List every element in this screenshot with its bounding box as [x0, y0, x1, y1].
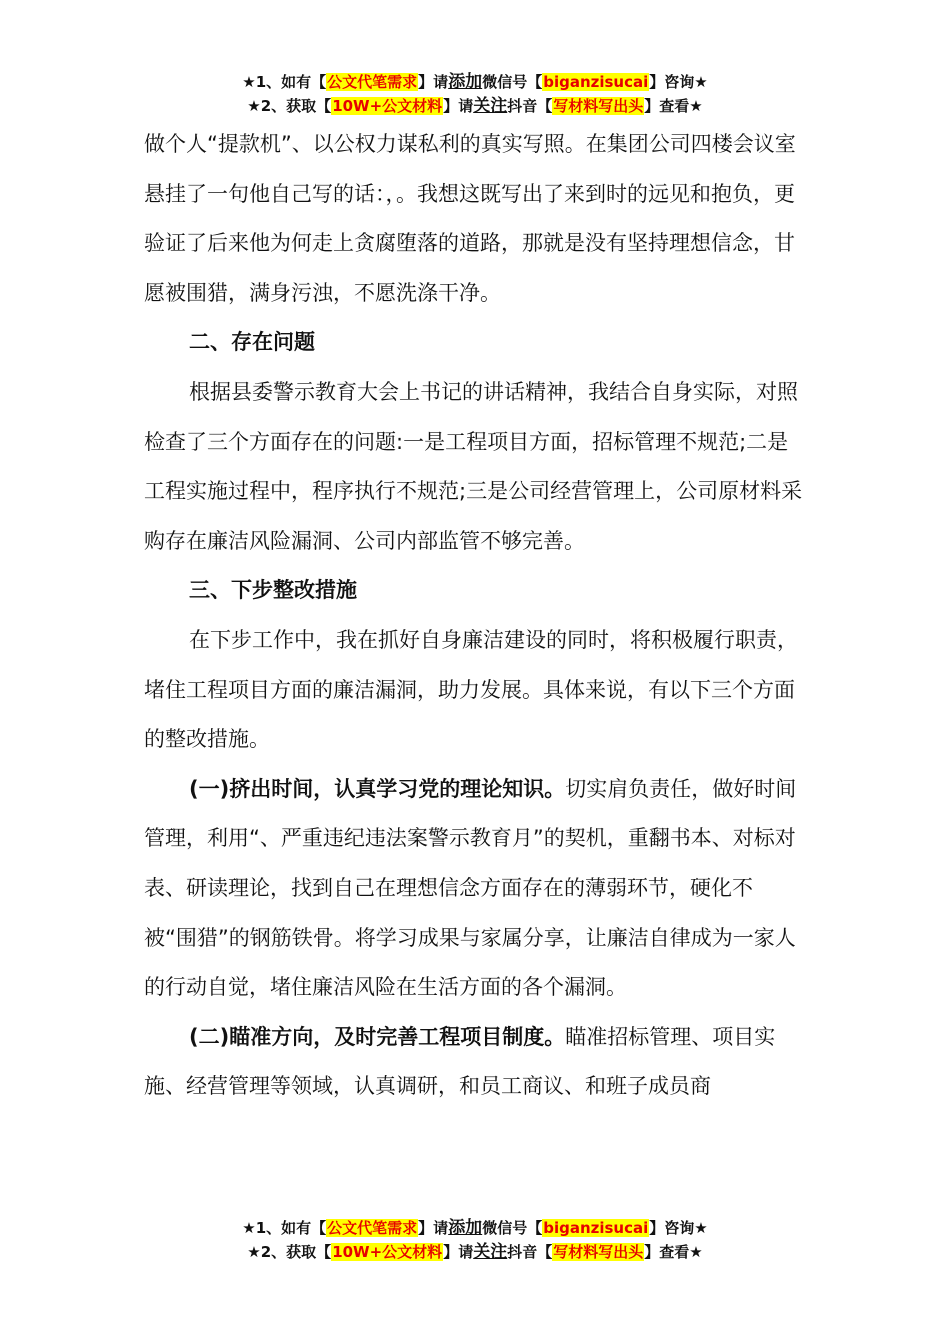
header-line-2-text-2: 抖音【: [507, 97, 553, 115]
footer-highlight-douyin: 写材料写出头: [553, 1243, 644, 1261]
header-highlight-materials: 10W+公文材料: [332, 97, 443, 115]
footer-line-2: [0, 1240, 950, 1264]
header-highlight-douyin: 写材料写出头: [553, 97, 644, 115]
footer-line-2-suffix: 】查看★: [644, 1243, 703, 1261]
header-line-2-text: 】请: [443, 97, 474, 115]
header-line-1-suffix: 】咨询★: [649, 73, 708, 91]
header-line-1: [0, 70, 950, 94]
header-emphasis-add: 添加: [448, 72, 483, 92]
paragraph-problems: 根据县委警示教育大会上书记的讲话精神，我结合自身实际，对照检查了三个方面存在的问题:一是工程项目方面，招标管理不规范;二是工程实施过程中，程序执行不规范;三是公司经营管理上，公司原材料采购存在廉洁风险漏洞、公司内部监管不够完善。: [144, 379, 803, 553]
footer-highlight-service: 公文代笔需求: [327, 1219, 418, 1237]
header-highlight-service: 公文代笔需求: [327, 73, 418, 91]
header-line-1-text-2: 微信号【: [482, 73, 543, 91]
footer-line-1-prefix: ★1、如有【: [242, 1219, 327, 1237]
footer-line-2-text-2: 抖音【: [507, 1243, 553, 1261]
paragraph-measures: 在下步工作中，我在抓好自身廉洁建设的同时，将积极履行职责，堵住工程项目方面的廉洁漏洞，助力发展。具体来说，有以下三个方面的整改措施。: [144, 627, 798, 752]
header-banner: [0, 70, 950, 118]
paragraph-item-2: [144, 1013, 804, 1112]
header-line-1-prefix: ★1、如有【: [242, 73, 327, 91]
section-heading-measures: 三、下步整改措施: [189, 578, 357, 603]
header-line-2-prefix: ★2、获取【: [247, 97, 332, 115]
item-1-text: 切实肩负责任，做好时间管理，利用“、严重违纪违法案警示教育月”的契机，重翻书本、对标对表、研读理论，找到自己在理想信念方面存在的薄弱环节，硬化不被“围猎”的钢筋铁骨。将学习成果与家属分享，让廉洁自律成为一家人的行动自觉，堵住廉洁风险在生活方面的各个漏洞。: [144, 776, 797, 1000]
footer-banner: [0, 1216, 950, 1264]
item-2-text: 瞄准招标管理、项目实施、经营管理等领域，认真调研，和员工商议、和班子成员商: [144, 1024, 776, 1099]
footer-emphasis-add: 添加: [448, 1218, 483, 1238]
footer-highlight-materials: 10W+公文材料: [332, 1243, 443, 1261]
header-line-1-text: 】请: [418, 73, 449, 91]
footer-emphasis-follow: 关注: [473, 1242, 508, 1262]
header-line-2-suffix: 】查看★: [644, 97, 703, 115]
header-highlight-wechat: biganzisucai: [543, 73, 649, 91]
footer-line-2-text: 】请: [443, 1243, 474, 1261]
paragraph-item-1: [144, 765, 804, 1013]
footer-line-1: [0, 1216, 950, 1240]
section-heading-problems: 二、存在问题: [189, 330, 315, 355]
footer-line-1-text: 】请: [418, 1219, 449, 1237]
header-line-2: [0, 94, 950, 118]
header-emphasis-follow: 关注: [473, 96, 508, 116]
paragraph-continued: 做个人“提款机”、以公权力谋私利的真实写照。在集团公司四楼会议室悬挂了一句他自己写的话：，。我想这既写出了来到时的远见和抱负，更验证了后来他为何走上贪腐堕落的道路，那就是没有坚持理想信念，甘愿被围猎，满身污浊，不愿洗涤干净。: [144, 132, 796, 305]
document-body: [144, 120, 804, 1112]
footer-line-1-suffix: 】咨询★: [649, 1219, 708, 1237]
footer-line-2-prefix: ★2、获取【: [247, 1243, 332, 1261]
footer-highlight-wechat: biganzisucai: [543, 1219, 649, 1237]
item-2-lead: (二)瞄准方向，及时完善工程项目制度。: [189, 1024, 566, 1049]
item-1-lead: (一)挤出时间，认真学习党的理论知识。: [189, 776, 566, 801]
footer-line-1-text-2: 微信号【: [482, 1219, 543, 1237]
